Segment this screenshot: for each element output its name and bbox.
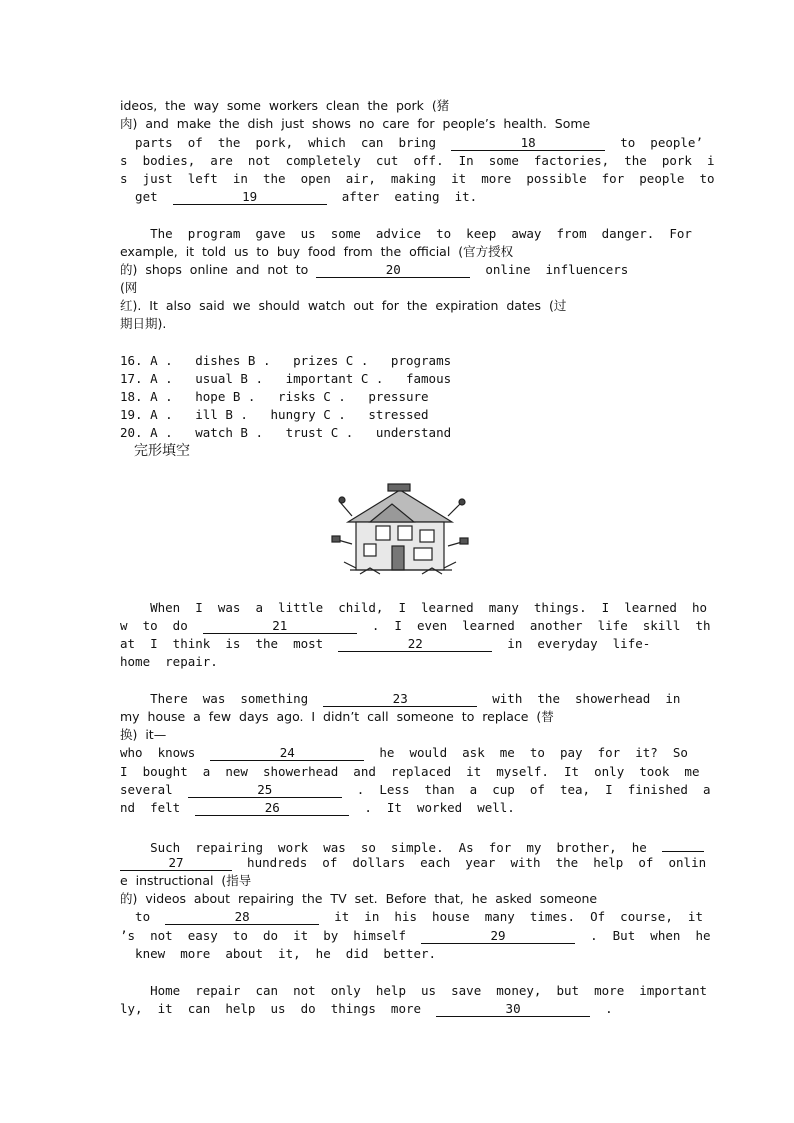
answer-blank-20[interactable]: 20: [316, 263, 470, 278]
answer-blank-30[interactable]: 30: [436, 1002, 590, 1017]
text-line: [120, 764, 699, 780]
text-line: [120, 800, 515, 816]
line-text: e instructional (指导: [120, 873, 252, 888]
line-text: parts of the pork, which can bring: [120, 135, 452, 150]
line-text: The program gave us some advice to keep away from danger. For: [120, 226, 692, 241]
option-text: 20. A . watch B . trust C . understand: [120, 425, 452, 440]
text-line: [120, 837, 704, 856]
text-line: [120, 316, 166, 332]
text-line: [120, 782, 711, 798]
text-line: [120, 280, 137, 296]
text-line: [120, 1001, 613, 1017]
line-text: in everyday life-: [492, 636, 651, 651]
answer-blank-27-start[interactable]: [662, 837, 704, 852]
text-line: [120, 262, 628, 278]
text-line: [120, 116, 590, 132]
text-line: [120, 745, 688, 761]
text-line: [120, 709, 554, 725]
line-text: 期日期).: [120, 316, 167, 331]
answer-blank-24[interactable]: 24: [210, 746, 364, 761]
line-text: I bought a new showerhead and replaced it myself. It only took me: [120, 764, 700, 779]
text-line: [120, 873, 251, 889]
text-line: [120, 618, 711, 634]
option-row-16: [120, 353, 451, 369]
text-line: [120, 946, 436, 962]
line-text: several: [120, 782, 188, 797]
line-text: When I was a little child, I learned many things. I learned ho: [120, 600, 707, 615]
text-line: [120, 171, 715, 187]
line-text: s just left in the open air, making it more possible for people to: [120, 171, 715, 186]
line-text: Home repair can not only help us save money, but more important: [120, 983, 707, 998]
line-text: . But when he: [575, 928, 711, 943]
line-text: home repair.: [120, 654, 218, 669]
line-text: .: [590, 1001, 613, 1016]
line-text: Such repairing work was so simple. As for my brother, he: [120, 840, 662, 855]
line-text: 的) shops online and not to: [120, 262, 317, 277]
line-text: 换) it—: [120, 727, 167, 742]
line-text: w to do: [120, 618, 203, 633]
option-row-20: [120, 425, 451, 441]
text-line: [120, 983, 707, 999]
option-row-19: [120, 407, 429, 423]
line-text: to: [120, 909, 166, 924]
answer-blank-22[interactable]: 22: [338, 637, 492, 652]
line-text: knew more about it, he did better.: [120, 946, 437, 961]
line-text: . It worked well.: [349, 800, 515, 815]
line-text: 肉) and make the dish just shows no care for people’s health. Some: [120, 116, 591, 131]
option-text: 16. A . dishes B . prizes C . programs: [120, 353, 452, 368]
text-line: [120, 135, 703, 151]
line-text: he would ask me to pay for it? So: [364, 745, 688, 760]
text-line: [120, 153, 715, 169]
answer-blank-26[interactable]: 26: [195, 801, 349, 816]
text-line: [120, 189, 477, 205]
text-line: [120, 727, 166, 743]
answer-blank-27[interactable]: 27: [120, 856, 232, 871]
line-text: ideos, the way some workers clean the pork (猪: [120, 98, 450, 113]
line-text: . I even learned another life skill th: [356, 618, 711, 633]
line-text: get: [120, 189, 173, 204]
text-line: [120, 600, 707, 616]
text-line: [120, 855, 706, 871]
line-text: 红). It also said we should watch out for the expiration dates (过: [120, 298, 567, 313]
text-line: [120, 226, 692, 242]
line-text: my house a few days ago. I didn’t call someone to replace (替: [120, 709, 554, 724]
text-line: [120, 244, 513, 260]
answer-blank-18[interactable]: 18: [451, 136, 605, 151]
line-text: (网: [120, 280, 138, 295]
text-line: [120, 928, 711, 944]
answer-blank-19[interactable]: 19: [173, 190, 327, 205]
line-text: 的) videos about repairing the TV set. Before that, he asked someone: [120, 891, 598, 906]
answer-blank-25[interactable]: 25: [188, 783, 342, 798]
option-text: 18. A . hope B . risks C . pressure: [120, 389, 429, 404]
option-text: 17. A . usual B . important C . famous: [120, 371, 452, 386]
text-line: [120, 691, 680, 707]
line-text: s bodies, are not completely cut off. In some factories, the pork i: [120, 153, 715, 168]
line-text: nd felt: [120, 800, 196, 815]
line-text: at I think is the most: [120, 636, 339, 651]
line-text: hundreds of dollars each year with the help of onlin: [232, 855, 707, 870]
line-text: online influencers: [470, 262, 629, 277]
answer-blank-21[interactable]: 21: [203, 619, 357, 634]
answer-blank-29[interactable]: 29: [421, 929, 575, 944]
section-title: [134, 443, 190, 459]
line-text: example, it told us to buy food from the official (官方授权: [120, 244, 514, 259]
line-text: with the showerhead in: [477, 691, 681, 706]
section-title-text: 完形填空: [134, 443, 190, 459]
text-line: [120, 298, 566, 314]
line-text: who knows: [120, 745, 211, 760]
text-line: [120, 654, 218, 670]
line-text: to people’: [605, 135, 703, 150]
answer-blank-23[interactable]: 23: [323, 692, 477, 707]
option-text: 19. A . ill B . hungry C . stressed: [120, 407, 429, 422]
line-text: after eating it.: [326, 189, 478, 204]
option-row-17: [120, 371, 451, 387]
text-line: [120, 909, 703, 925]
line-text: ’s not easy to do it by himself: [120, 928, 422, 943]
text-line: [120, 636, 650, 652]
text-line: [120, 98, 449, 114]
option-row-18: [120, 389, 429, 405]
line-text: it in his house many times. Of course, it: [319, 909, 703, 924]
line-text: . Less than a cup of tea, I finished a: [341, 782, 711, 797]
answer-blank-28[interactable]: 28: [165, 910, 319, 925]
line-text: ly, it can help us do things more: [120, 1001, 437, 1016]
text-line: [120, 891, 597, 907]
line-text: There was something: [120, 691, 324, 706]
house-illustration: [330, 482, 470, 582]
